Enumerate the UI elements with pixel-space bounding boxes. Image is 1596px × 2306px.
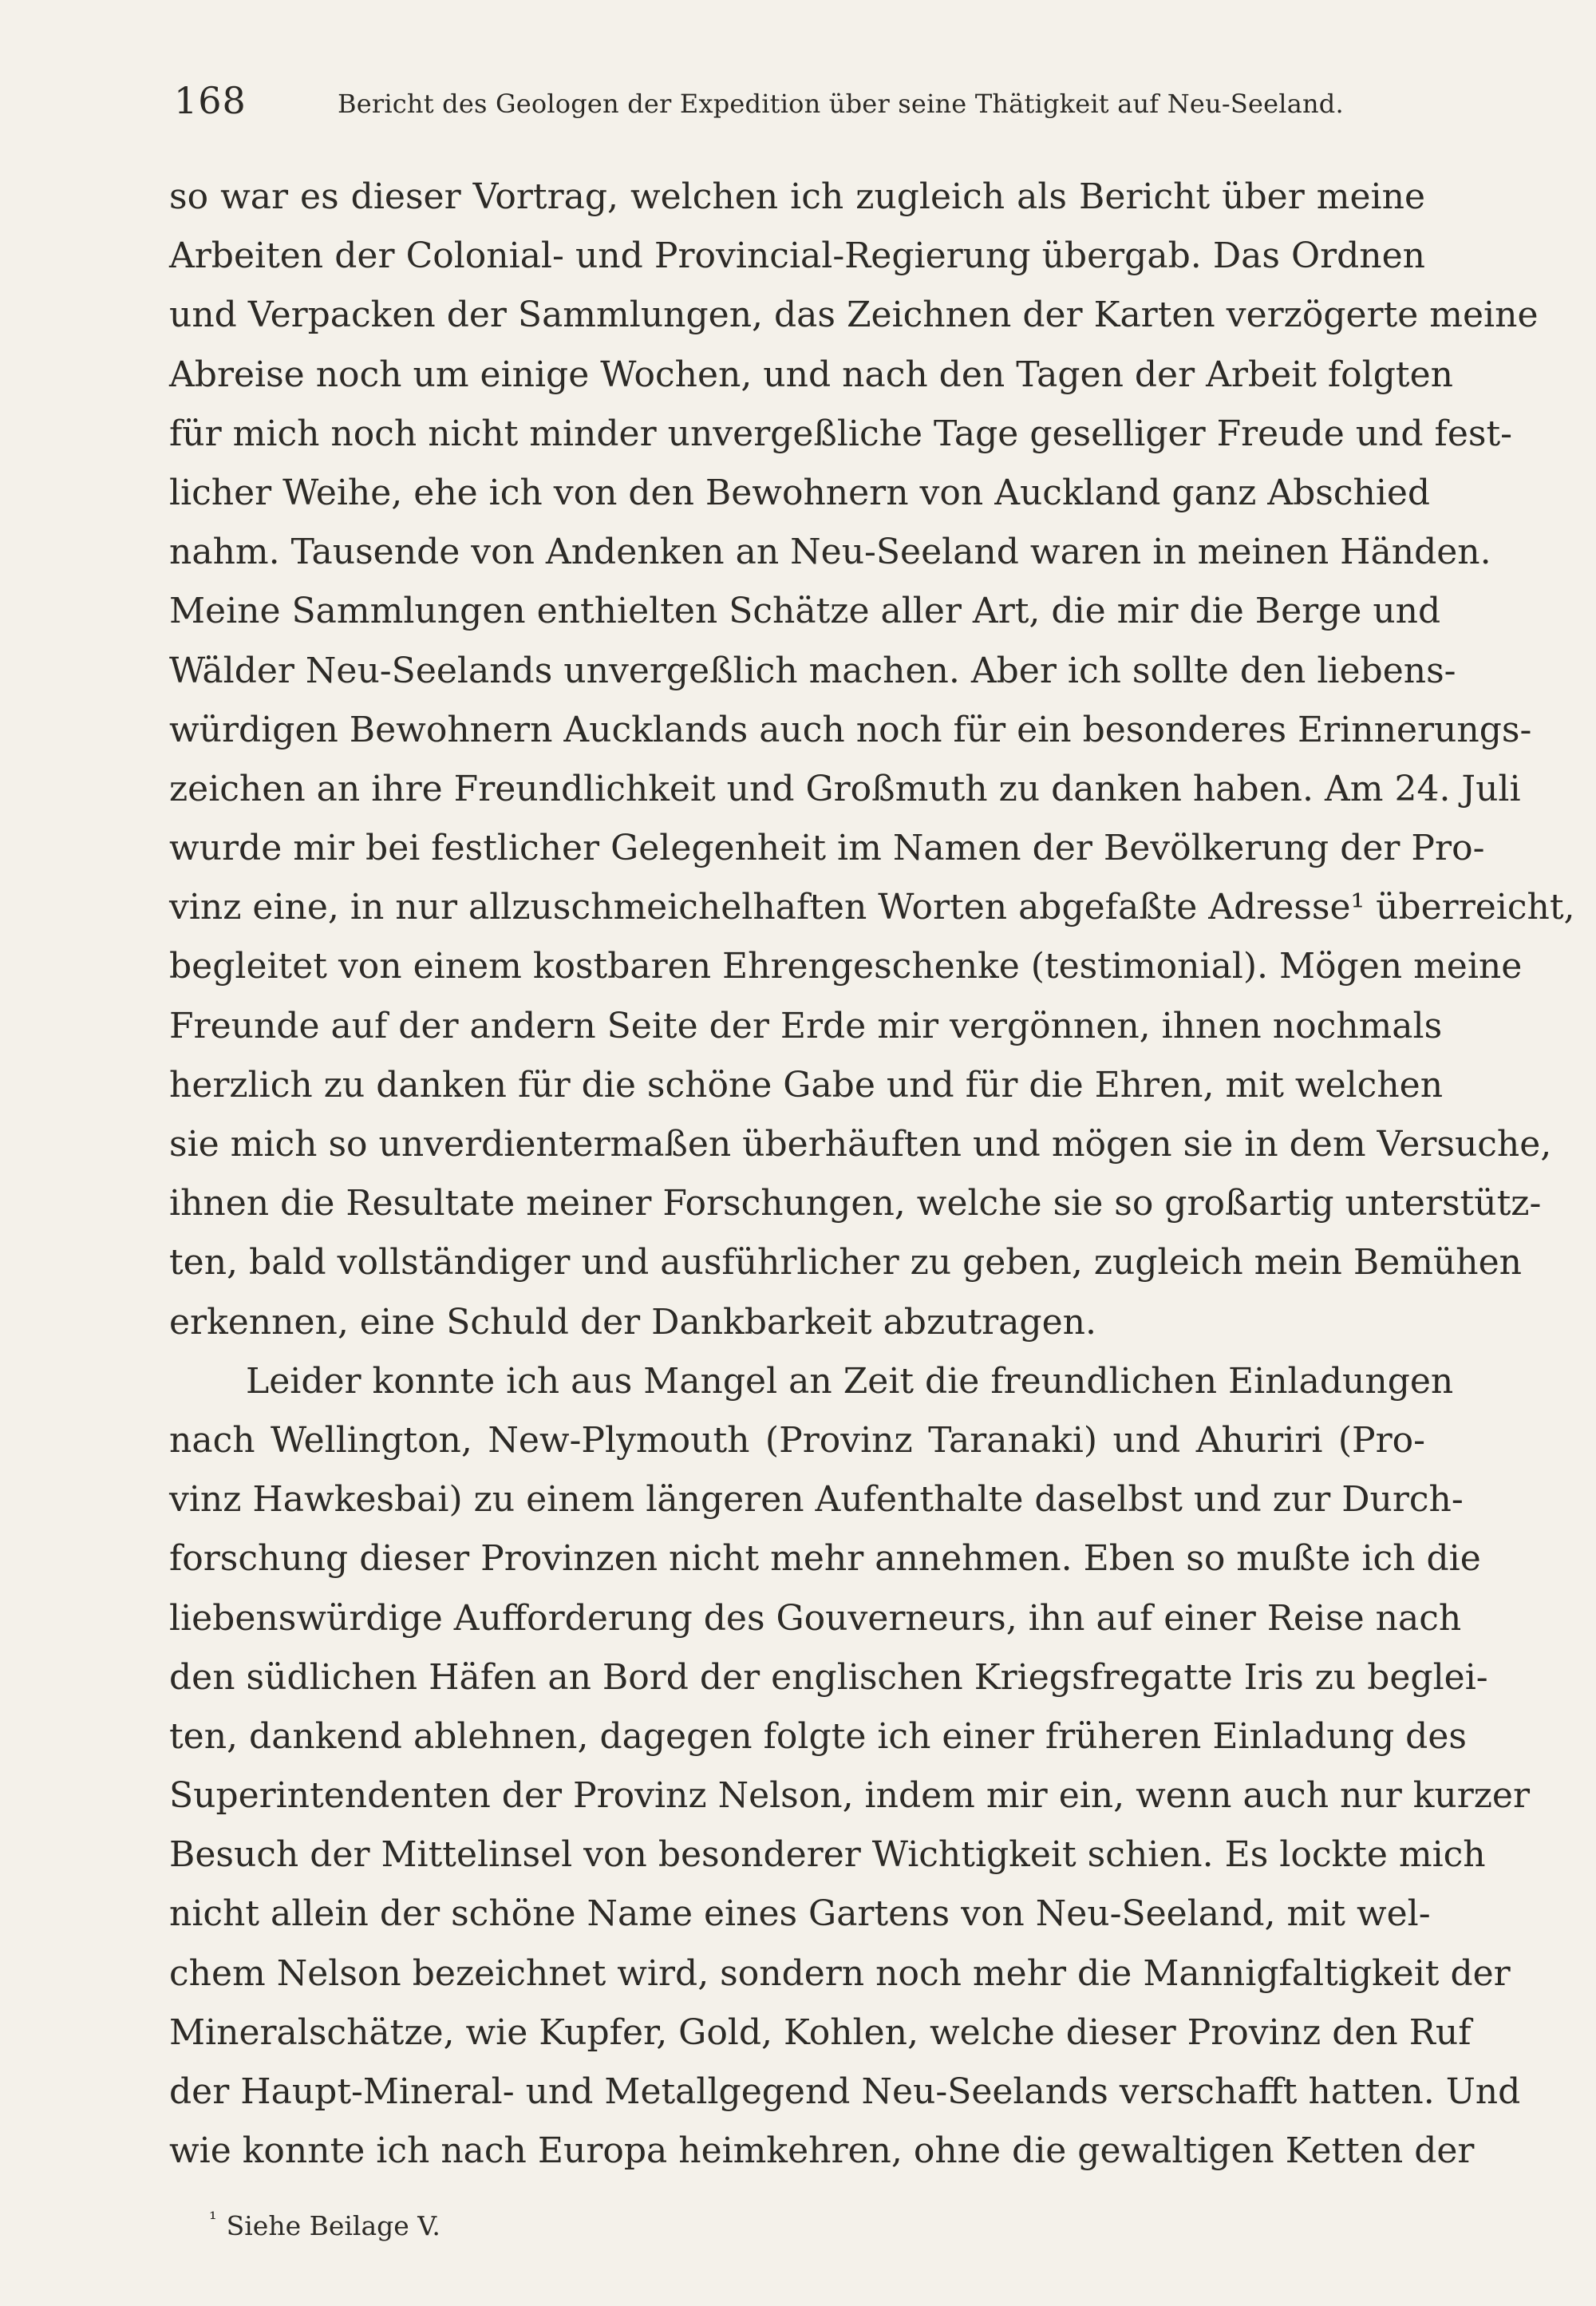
- text-line: chem Nelson bezeichnet wird, sondern noch mehr die Mannigfaltigkeit der: [169, 1952, 1511, 1994]
- footnote-marker: ¹: [209, 2208, 217, 2230]
- text-line: Mineralschätze, wie Kupfer, Gold, Kohlen, welche dieser Provinz den Ruf: [169, 2011, 1472, 2053]
- text-line: so war es dieser Vortrag, welchen ich zugleich als Bericht über meine: [169, 176, 1425, 217]
- text-line: licher Weihe, ehe ich von den Bewohnern von Auckland ganz Abschied: [169, 472, 1431, 513]
- text-line: wie konnte ich nach Europa heimkehren, ohne die gewaltigen Ketten der: [169, 2130, 1475, 2172]
- page-header: [174, 77, 1427, 125]
- text-line: und Verpacken der Sammlungen, das Zeichnen der Karten verzögerte meine: [169, 295, 1539, 336]
- text-line: vinz eine, in nur allzuschmeichelhaften Worten abgefaßte Adresse¹ überreicht,: [169, 887, 1575, 928]
- text-line: zeichen an ihre Freundlichkeit und Großmuth zu danken haben. Am 24. Juli: [169, 768, 1521, 809]
- text-line: liebenswürdige Aufforderung des Gouverneurs, ihn auf einer Reise nach: [169, 1597, 1462, 1639]
- text-line: nahm. Tausende von Andenken an Neu-Seeland waren in meinen Händen.: [169, 532, 1491, 573]
- text-line: Superintendenten der Provinz Nelson, indem mir ein, wenn auch nur kurzer: [169, 1775, 1530, 1817]
- paragraph-2: [169, 1352, 1530, 2181]
- text-line: für mich noch nicht minder unvergeßliche Tage geselliger Freude und fest-: [169, 413, 1512, 454]
- text-line: Besuch der Mittelinsel von besonderer Wichtigkeit schien. Es lockte mich: [169, 1834, 1486, 1876]
- text-line: forschung dieser Provinzen nicht mehr annehmen. Eben so mußte ich die: [169, 1538, 1481, 1580]
- text-line: erkennen, eine Schuld der Dankbarkeit abzutragen.: [169, 1301, 1096, 1343]
- text-line: Abreise noch um einige Wochen, und nach den Tagen der Arbeit folgten: [169, 354, 1453, 395]
- text-line: nach Wellington, New-Plymouth (Provinz Taranaki) und Ahuriri (Pro-: [169, 1419, 1425, 1461]
- page-number: 168: [174, 79, 247, 122]
- text-line: Wälder Neu-Seelands unvergeßlich machen. Aber ich sollte den liebens-: [169, 650, 1456, 691]
- paragraph-1: [169, 168, 1575, 1352]
- text-line: Arbeiten der Colonial- und Provincial-Regierung übergab. Das Ordnen: [169, 235, 1425, 277]
- text-line: ten, bald vollständiger und ausführlicher zu geben, zugleich mein Bemühen: [169, 1242, 1522, 1284]
- text-line: ten, dankend ablehnen, dagegen folgte ich einer früheren Einladung des: [169, 1715, 1467, 1757]
- text-line: nicht allein der schöne Name eines Gartens von Neu-Seeland, mit wel-: [169, 1893, 1431, 1935]
- text-line: sie mich so unverdientermaßen überhäuften und mögen sie in dem Versuche,: [169, 1124, 1552, 1165]
- body-text: [169, 168, 1575, 2181]
- footnote: [209, 2199, 440, 2246]
- footnote-text: Siehe Beilage V.: [226, 2210, 440, 2241]
- text-line: Leider konnte ich aus Mangel an Zeit die freundlichen Einladungen: [246, 1360, 1454, 1402]
- text-line: ihnen die Resultate meiner Forschungen, welche sie so großartig unterstütz-: [169, 1183, 1542, 1224]
- text-line: der Haupt-Mineral- und Metallgegend Neu-Seelands verschafft hatten. Und: [169, 2071, 1521, 2112]
- text-line: Freunde auf der andern Seite der Erde mir vergönnen, ihnen nochmals: [169, 1005, 1443, 1046]
- text-line: vinz Hawkesbai) zu einem längeren Aufenthalte daselbst und zur Durch-: [169, 1479, 1464, 1521]
- text-line: herzlich zu danken für die schöne Gabe und für die Ehren, mit welchen: [169, 1064, 1444, 1106]
- running-title: Bericht des Geologen der Expedition über seine Thätigkeit auf Neu-Seeland.: [338, 89, 1344, 119]
- text-line: den südlichen Häfen an Bord der englischen Kriegsfregatte Iris zu beglei-: [169, 1656, 1488, 1698]
- text-line: wurde mir bei festlicher Gelegenheit im Namen der Bevölkerung der Pro-: [169, 828, 1485, 869]
- text-line: würdigen Bewohnern Aucklands auch noch für ein besonderes Erinnerungs-: [169, 709, 1532, 750]
- text-line: begleitet von einem kostbaren Ehrengeschenke (testimonial). Mögen meine: [169, 946, 1523, 987]
- text-line: Meine Sammlungen enthielten Schätze aller Art, die mir die Berge und: [169, 591, 1441, 632]
